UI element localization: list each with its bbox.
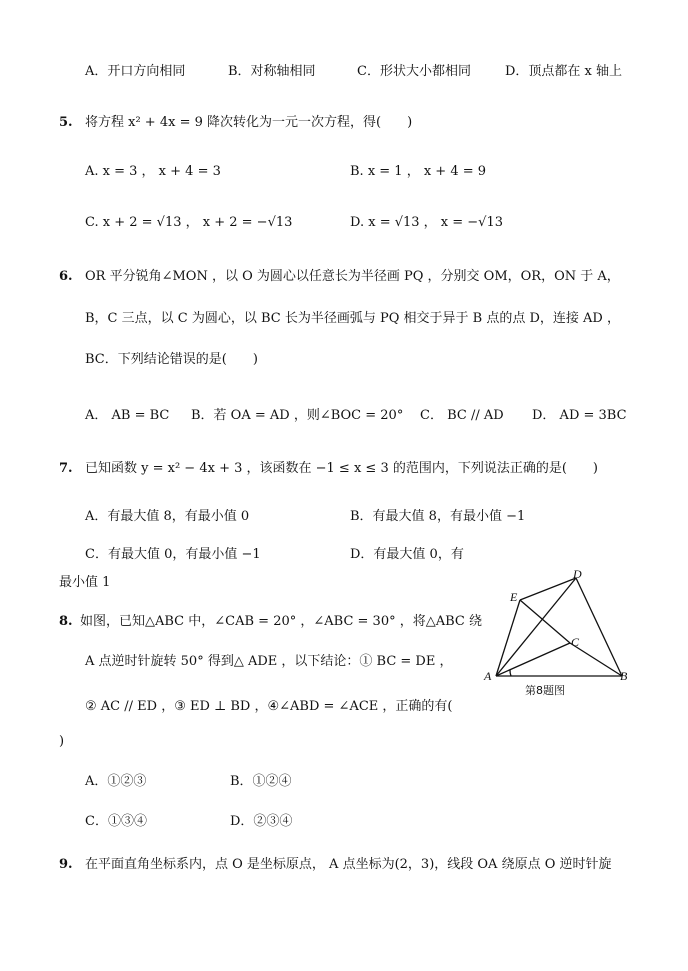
label-b: B	[620, 669, 628, 683]
q6-line-2: B，C 三点，以 C 为圆心，以 BC 长为半径画弧与 PQ 相交于异于 B 点的点 D，连接 AD ，	[85, 311, 620, 326]
q8-line-2: A 点逆时针旋转 50° 得到△ ADE ，以下结论：① BC = DE ，	[85, 654, 453, 669]
label-e: E	[510, 590, 518, 604]
label-c: C	[571, 635, 580, 649]
label-d: D	[573, 567, 582, 581]
q8-number: 8.	[59, 614, 73, 629]
segment-ad	[496, 578, 576, 676]
q6-option-a: A． AB = BC	[85, 408, 170, 423]
q7-option-a: A．有最大值 8，有最小值 0	[85, 509, 250, 524]
q4-option-d: D．顶点都在 x 轴上	[505, 64, 623, 79]
label-a: A	[484, 669, 492, 683]
q5-option-c: C. x + 2 = √13 ， x + 2 = −√13	[85, 215, 293, 230]
segment-ae	[496, 600, 520, 676]
q5-number: 5.	[59, 115, 73, 130]
q4-option-b: B．对称轴相同	[228, 64, 316, 79]
q6-line-1: OR 平分锐角∠MON ，以 O 为圆心以任意长为半径画 PQ ，分别交 OM，OR，ON 于 A，	[85, 269, 620, 284]
q8-line-1: 如图，已知△ABC 中，∠CAB = 20° ，∠ABC = 30° ，将△ABC 绕	[80, 614, 482, 629]
q8-line-4: )	[59, 734, 65, 749]
q7-option-d-continued: 最小值 1	[59, 575, 111, 590]
q5-option-b: B. x = 1 ， x + 4 = 9	[350, 164, 487, 179]
q6-option-c: C． BC // AD	[420, 408, 504, 423]
q6-line-3: BC．下列结论错误的是( )	[85, 352, 258, 367]
q7-option-c: C．有最大值 0，有最小值 −1	[85, 547, 261, 562]
q5-stem: 将方程 x² + 4x = 9 降次转化为一元一次方程，得( )	[85, 115, 413, 130]
q6-option-d: D． AD = 3BC	[532, 408, 627, 423]
q9-number: 9.	[59, 857, 73, 872]
q5-option-d: D. x = √13 ， x = −√13	[350, 215, 504, 230]
angle-mark-a	[510, 670, 511, 676]
q7-stem: 已知函数 y = x² − 4x + 3 ，该函数在 −1 ≤ x ≤ 3 的范围内，下列说法正确的是( )	[85, 461, 598, 476]
q6-option-b: B．若 OA = AD ，则∠BOC = 20°	[191, 408, 404, 423]
q9-stem: 在平面直角坐标系内，点 O 是坐标原点， A 点坐标为(2，3)，线段 OA 绕原点 O 逆时针旋	[85, 857, 612, 872]
figure-caption: 第8题图	[525, 684, 565, 697]
q4-option-c: C．形状大小都相同	[357, 64, 471, 79]
segment-ac	[496, 643, 570, 676]
q7-option-b: B．有最大值 8，有最小值 −1	[350, 509, 526, 524]
q8-line-3: ② AC // ED ，③ ED ⊥ BD ，④∠ABD = ∠ACE ，正确的有(	[85, 699, 453, 714]
q7-number: 7.	[59, 461, 73, 476]
q8-option-a: A．①②③	[85, 774, 147, 789]
q5-option-a: A. x = 3 ， x + 4 = 3	[85, 164, 221, 179]
q4-option-a: A．开口方向相同	[85, 64, 186, 79]
q6-number: 6.	[59, 269, 73, 284]
q8-option-b: B．①②④	[230, 774, 292, 789]
q8-option-d: D．②③④	[230, 814, 293, 829]
q8-geometry-figure	[480, 566, 630, 698]
q8-option-c: C．①③④	[85, 814, 147, 829]
q7-option-d: D．有最大值 0，有	[350, 547, 464, 562]
